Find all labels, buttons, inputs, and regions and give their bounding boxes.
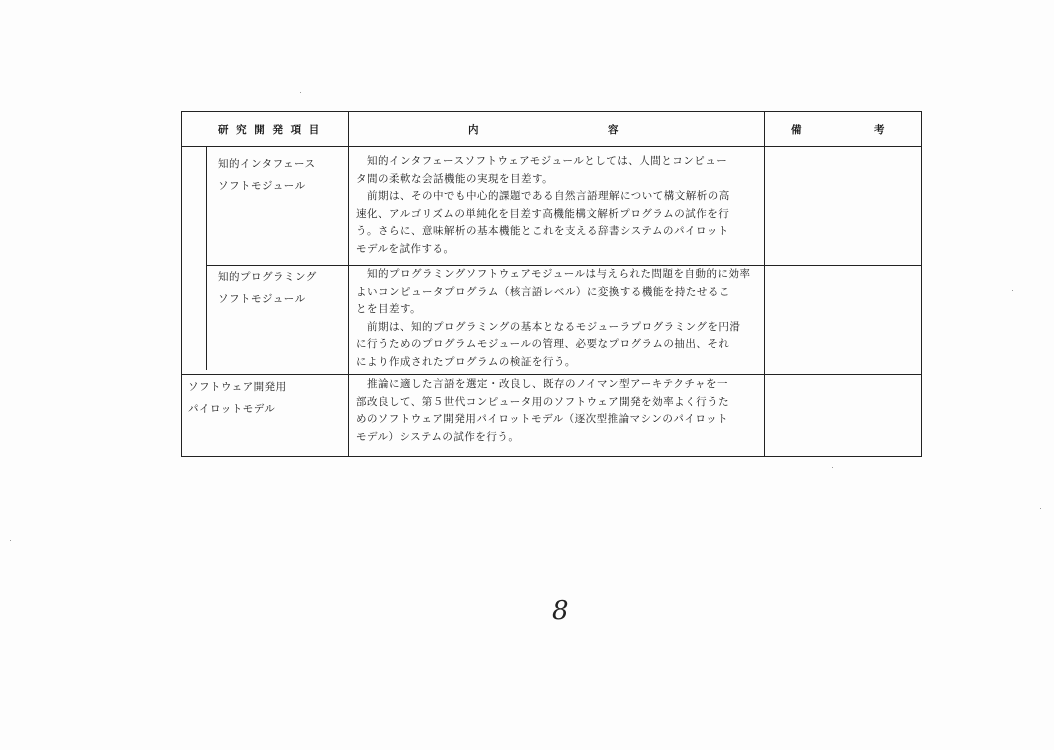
row-divider-2: [182, 374, 921, 375]
scan-speck: [1040, 508, 1041, 509]
scan-speck: [10, 540, 11, 541]
header-remarks-2: 考: [874, 124, 885, 136]
row-2-content: 知的プログラミングソフトウェアモジュールは与えられた問題を自動的に効率 よいコンピュータプログラム（核言語レベル）に変換する機能を持たせるこ とを目差す。 前期は、知的プログラミングの基本となるモジューラプログラミングを円滑 に行うためのプログラムモジュールの管理、必要なプログラムの抽出、それ により作成されたプログラムの検証を行う。: [356, 268, 751, 368]
header-remarks-1: 備: [791, 124, 802, 136]
scan-speck: [832, 467, 833, 468]
row-1-item: 知的インタフェース ソフトモジュール: [218, 158, 316, 192]
research-items-table: [181, 111, 922, 457]
scan-speck: [300, 92, 301, 93]
page-number: 8: [552, 596, 569, 626]
header-content-2: 容: [608, 124, 619, 136]
header-research-item: 研 究 開 発 項 目: [218, 124, 322, 136]
row-1-content: 知的インタフェースソフトウェアモジュールとしては、人間とコンピュー タ間の柔軟な会話機能の実現を目差す。 前期は、その中でも中心的課題である自然言語理解について構文解析の高 速化、アルゴリズムの単純化を目差す高機能構文解析プログラムの試作を行 う。さらに、意味解析の基本機能とこれを支える辞書システムのパイロット モデルを試作する。: [356, 155, 730, 255]
row-2-item: 知的プログラミング ソフトモジュール: [218, 271, 317, 305]
scan-speck: [1012, 290, 1013, 291]
row-3-item: ソフトウェア開発用 パイロットモデル: [188, 381, 287, 415]
header-content-1: 内: [468, 124, 479, 136]
header-divider: [182, 146, 921, 147]
column-divider-item-content: [348, 112, 349, 456]
sub-item-indent-line: [206, 147, 207, 370]
row-3-content: 推論に適した言語を選定・改良し、既存のノイマン型アーキテクチャを一 部改良して、第５世代コンピュータ用のソフトウェア開発を効率よく行うた めのソフトウェア開発用パイロットモデル（逐次型推論マシンのパイロット モデル）システムの試作を行う。: [356, 378, 730, 443]
column-divider-content-remarks: [764, 112, 765, 456]
